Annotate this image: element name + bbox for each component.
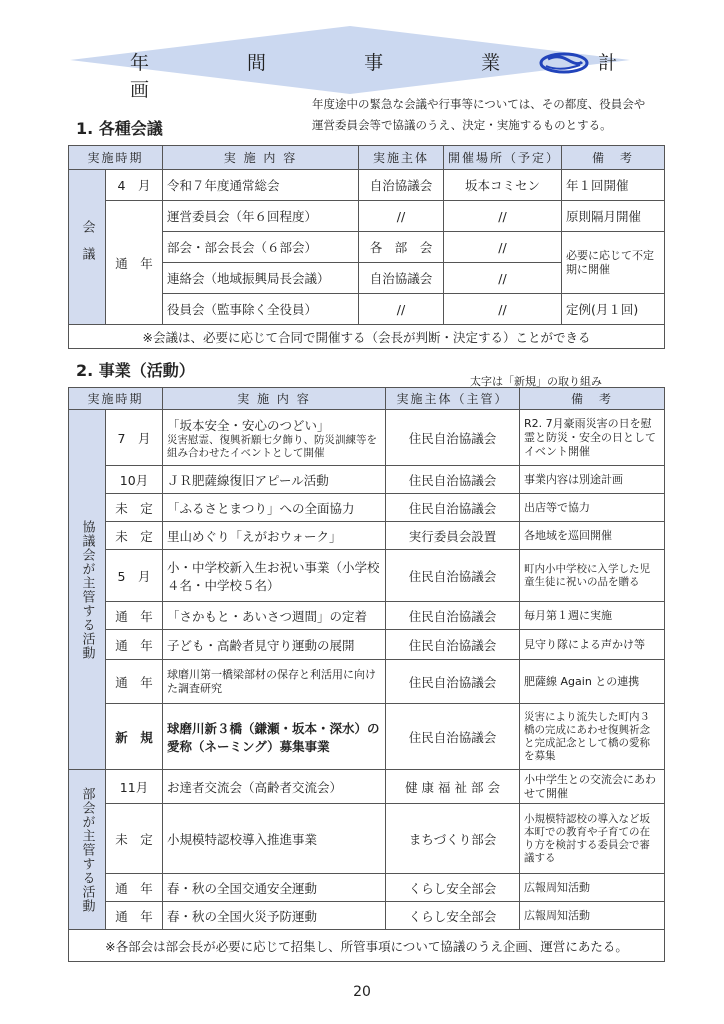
col-header-content: 実 施 内 容 <box>163 388 386 410</box>
section2-title: 2. 事業（活動） <box>76 361 195 380</box>
table-row <box>69 874 665 902</box>
period-cell: 未 定 <box>106 804 163 874</box>
note-cell: 町内小中学校に入学した児童生徒に祝いの品を贈る <box>520 550 665 602</box>
body-cell: 住民自治協議会 <box>386 550 520 602</box>
content-cell: 球磨川新３橋（鎌瀬・坂本・深水）の愛称（ネーミング）募集事業 <box>163 704 386 770</box>
col-header-content: 実 施 内 容 <box>163 146 359 170</box>
body-cell: 住民自治協議会 <box>386 494 520 522</box>
table-row <box>69 902 665 930</box>
body-cell: // <box>359 294 444 325</box>
note-cell: 見守り隊による声かけ等 <box>520 630 665 660</box>
period-cell: 通 年 <box>106 201 163 325</box>
body-cell: 住民自治協議会 <box>386 466 520 494</box>
place-cell: // <box>444 232 562 263</box>
group-label: 会議 <box>69 170 106 325</box>
page-title: 年 間 事 業 計 画 <box>130 52 664 101</box>
section1-note <box>312 94 712 136</box>
body-cell: 住民自治協議会 <box>386 660 520 704</box>
note-cell: 年１回開催 <box>562 170 665 201</box>
group-label: 協議会が主管する活動 <box>69 410 106 770</box>
table-row <box>69 170 665 201</box>
content-detail: 災害慰霊、復興祈願七夕飾り、防災訓練等を組み合わせたイベントとして開催 <box>167 433 378 459</box>
period-cell: 10月 <box>106 466 163 494</box>
content-cell: お達者交流会（高齢者交流会） <box>163 770 386 804</box>
table-row <box>69 201 665 232</box>
table-row <box>69 770 665 804</box>
table-row <box>69 704 665 770</box>
note-cell: 広報周知活動 <box>520 874 665 902</box>
note-line-1: 年度途中の緊急な会議や行事等については、その都度、役員会や <box>312 97 646 111</box>
meetings-table <box>68 145 665 349</box>
content-cell: 連絡会（地域振興局長会議） <box>163 263 359 294</box>
place-cell: // <box>444 294 562 325</box>
period-cell: 通 年 <box>106 902 163 930</box>
content-cell: 春・秋の全国交通安全運動 <box>163 874 386 902</box>
period-cell: 5 月 <box>106 550 163 602</box>
note-cell: 出店等で協力 <box>520 494 665 522</box>
content-cell: 部会・部会長会（６部会） <box>163 232 359 263</box>
table-row <box>69 550 665 602</box>
table-row <box>69 630 665 660</box>
place-cell: // <box>444 201 562 232</box>
period-cell: 4 月 <box>106 170 163 201</box>
note-cell: 事業内容は別途計画 <box>520 466 665 494</box>
body-cell: くらし安全部会 <box>386 874 520 902</box>
content-cell: 運営委員会（年６回程度） <box>163 201 359 232</box>
period-cell: 通 年 <box>106 660 163 704</box>
content-cell: 里山めぐり「えがおウォーク」 <box>163 522 386 550</box>
body-cell: 住民自治協議会 <box>386 602 520 630</box>
note-cell: R2. 7月豪雨災害の日を慰霊と防災・安全の日としてイベント開催 <box>520 410 665 466</box>
period-cell: 11月 <box>106 770 163 804</box>
table-row <box>69 466 665 494</box>
content-cell: 小規模特認校導入推進事業 <box>163 804 386 874</box>
content-cell: 令和７年度通常総会 <box>163 170 359 201</box>
place-cell: // <box>444 263 562 294</box>
body-cell: 健 康 福 祉 部 会 <box>386 770 520 804</box>
body-cell: 住民自治協議会 <box>386 410 520 466</box>
body-cell: まちづくり部会 <box>386 804 520 874</box>
content-cell: 球磨川第一橋梁部材の保存と利活用に向けた調査研究 <box>163 660 386 704</box>
section2-footnote: ※各部会は部会長が必要に応じて招集し、所管事項について協議のうえ企画、運営にあたる。 <box>69 930 665 962</box>
col-header-note: 備 考 <box>520 388 665 410</box>
table-row <box>69 804 665 874</box>
content-cell: 「さかもと・あいさつ週間」の定着 <box>163 602 386 630</box>
table-row <box>69 660 665 704</box>
content-cell: ＪＲ肥薩線復旧アピール活動 <box>163 466 386 494</box>
activities-table <box>68 387 665 962</box>
content-cell: 小・中学校新入生お祝い事業（小学校４名・中学校５名） <box>163 550 386 602</box>
body-cell: 実行委員会設置 <box>386 522 520 550</box>
note-cell: 小規模特認校の導入など坂本町での教育や子育ての在り方を検討する委員会で審議する <box>520 804 665 874</box>
body-cell: 自治協議会 <box>359 263 444 294</box>
body-cell: 住民自治協議会 <box>386 704 520 770</box>
body-cell: 自治協議会 <box>359 170 444 201</box>
bold-legend-note: 太字は「新規」の取り組み <box>470 375 602 388</box>
note-cell: 定例(月１回) <box>562 294 665 325</box>
period-cell: 通 年 <box>106 874 163 902</box>
note-cell: 肥薩線 Again との連携 <box>520 660 665 704</box>
body-cell: 各 部 会 <box>359 232 444 263</box>
note-cell: 毎月第１週に実施 <box>520 602 665 630</box>
note-cell: 各地域を巡回開催 <box>520 522 665 550</box>
body-cell: くらし安全部会 <box>386 902 520 930</box>
note-cell: 広報周知活動 <box>520 902 665 930</box>
scribble-badge-icon <box>538 50 590 76</box>
period-cell: 新 規 <box>106 704 163 770</box>
content-cell <box>163 410 386 466</box>
period-cell: 未 定 <box>106 494 163 522</box>
table-row <box>69 494 665 522</box>
body-cell: // <box>359 201 444 232</box>
section1-footnote: ※会議は、必要に応じて合同で開催する（会長が判断・決定する）ことができる <box>69 325 665 349</box>
content-cell: 「ふるさとまつり」への全面協力 <box>163 494 386 522</box>
col-header-period: 実施時期 <box>69 388 163 410</box>
table-row <box>69 602 665 630</box>
note-cell: 原則隔月開催 <box>562 201 665 232</box>
content-cell: 役員会（監事除く全役員） <box>163 294 359 325</box>
col-header-period: 実施時期 <box>69 146 163 170</box>
period-cell: 7 月 <box>106 410 163 466</box>
content-title: 「坂本安全・安心のつどい」 <box>167 417 330 433</box>
page-number: 20 <box>353 984 371 1000</box>
period-cell: 通 年 <box>106 630 163 660</box>
col-header-note: 備 考 <box>562 146 665 170</box>
table-row <box>69 410 665 466</box>
col-header-place: 開催場所（予定） <box>444 146 562 170</box>
section1-title: 1. 各種会議 <box>76 119 163 138</box>
note-cell: 小中学生との交流会にあわせて開催 <box>520 770 665 804</box>
period-cell: 通 年 <box>106 602 163 630</box>
content-cell: 子ども・高齢者見守り運動の展開 <box>163 630 386 660</box>
period-cell: 未 定 <box>106 522 163 550</box>
col-header-body: 実施主体 <box>359 146 444 170</box>
table-row <box>69 522 665 550</box>
col-header-body: 実施主体（主管） <box>386 388 520 410</box>
group-label: 部会が主管する活動 <box>69 770 106 930</box>
place-cell: 坂本コミセン <box>444 170 562 201</box>
body-cell: 住民自治協議会 <box>386 630 520 660</box>
content-cell: 春・秋の全国火災予防運動 <box>163 902 386 930</box>
note-cell: 災害により流失した町内３橋の完成にあわせ復興祈念と完成記念として橋の愛称を募集 <box>520 704 665 770</box>
note-line-2: 運営委員会等で協議のうえ、決定・実施するものとする。 <box>312 118 612 132</box>
note-cell: 必要に応じて不定期に開催 <box>562 232 665 294</box>
